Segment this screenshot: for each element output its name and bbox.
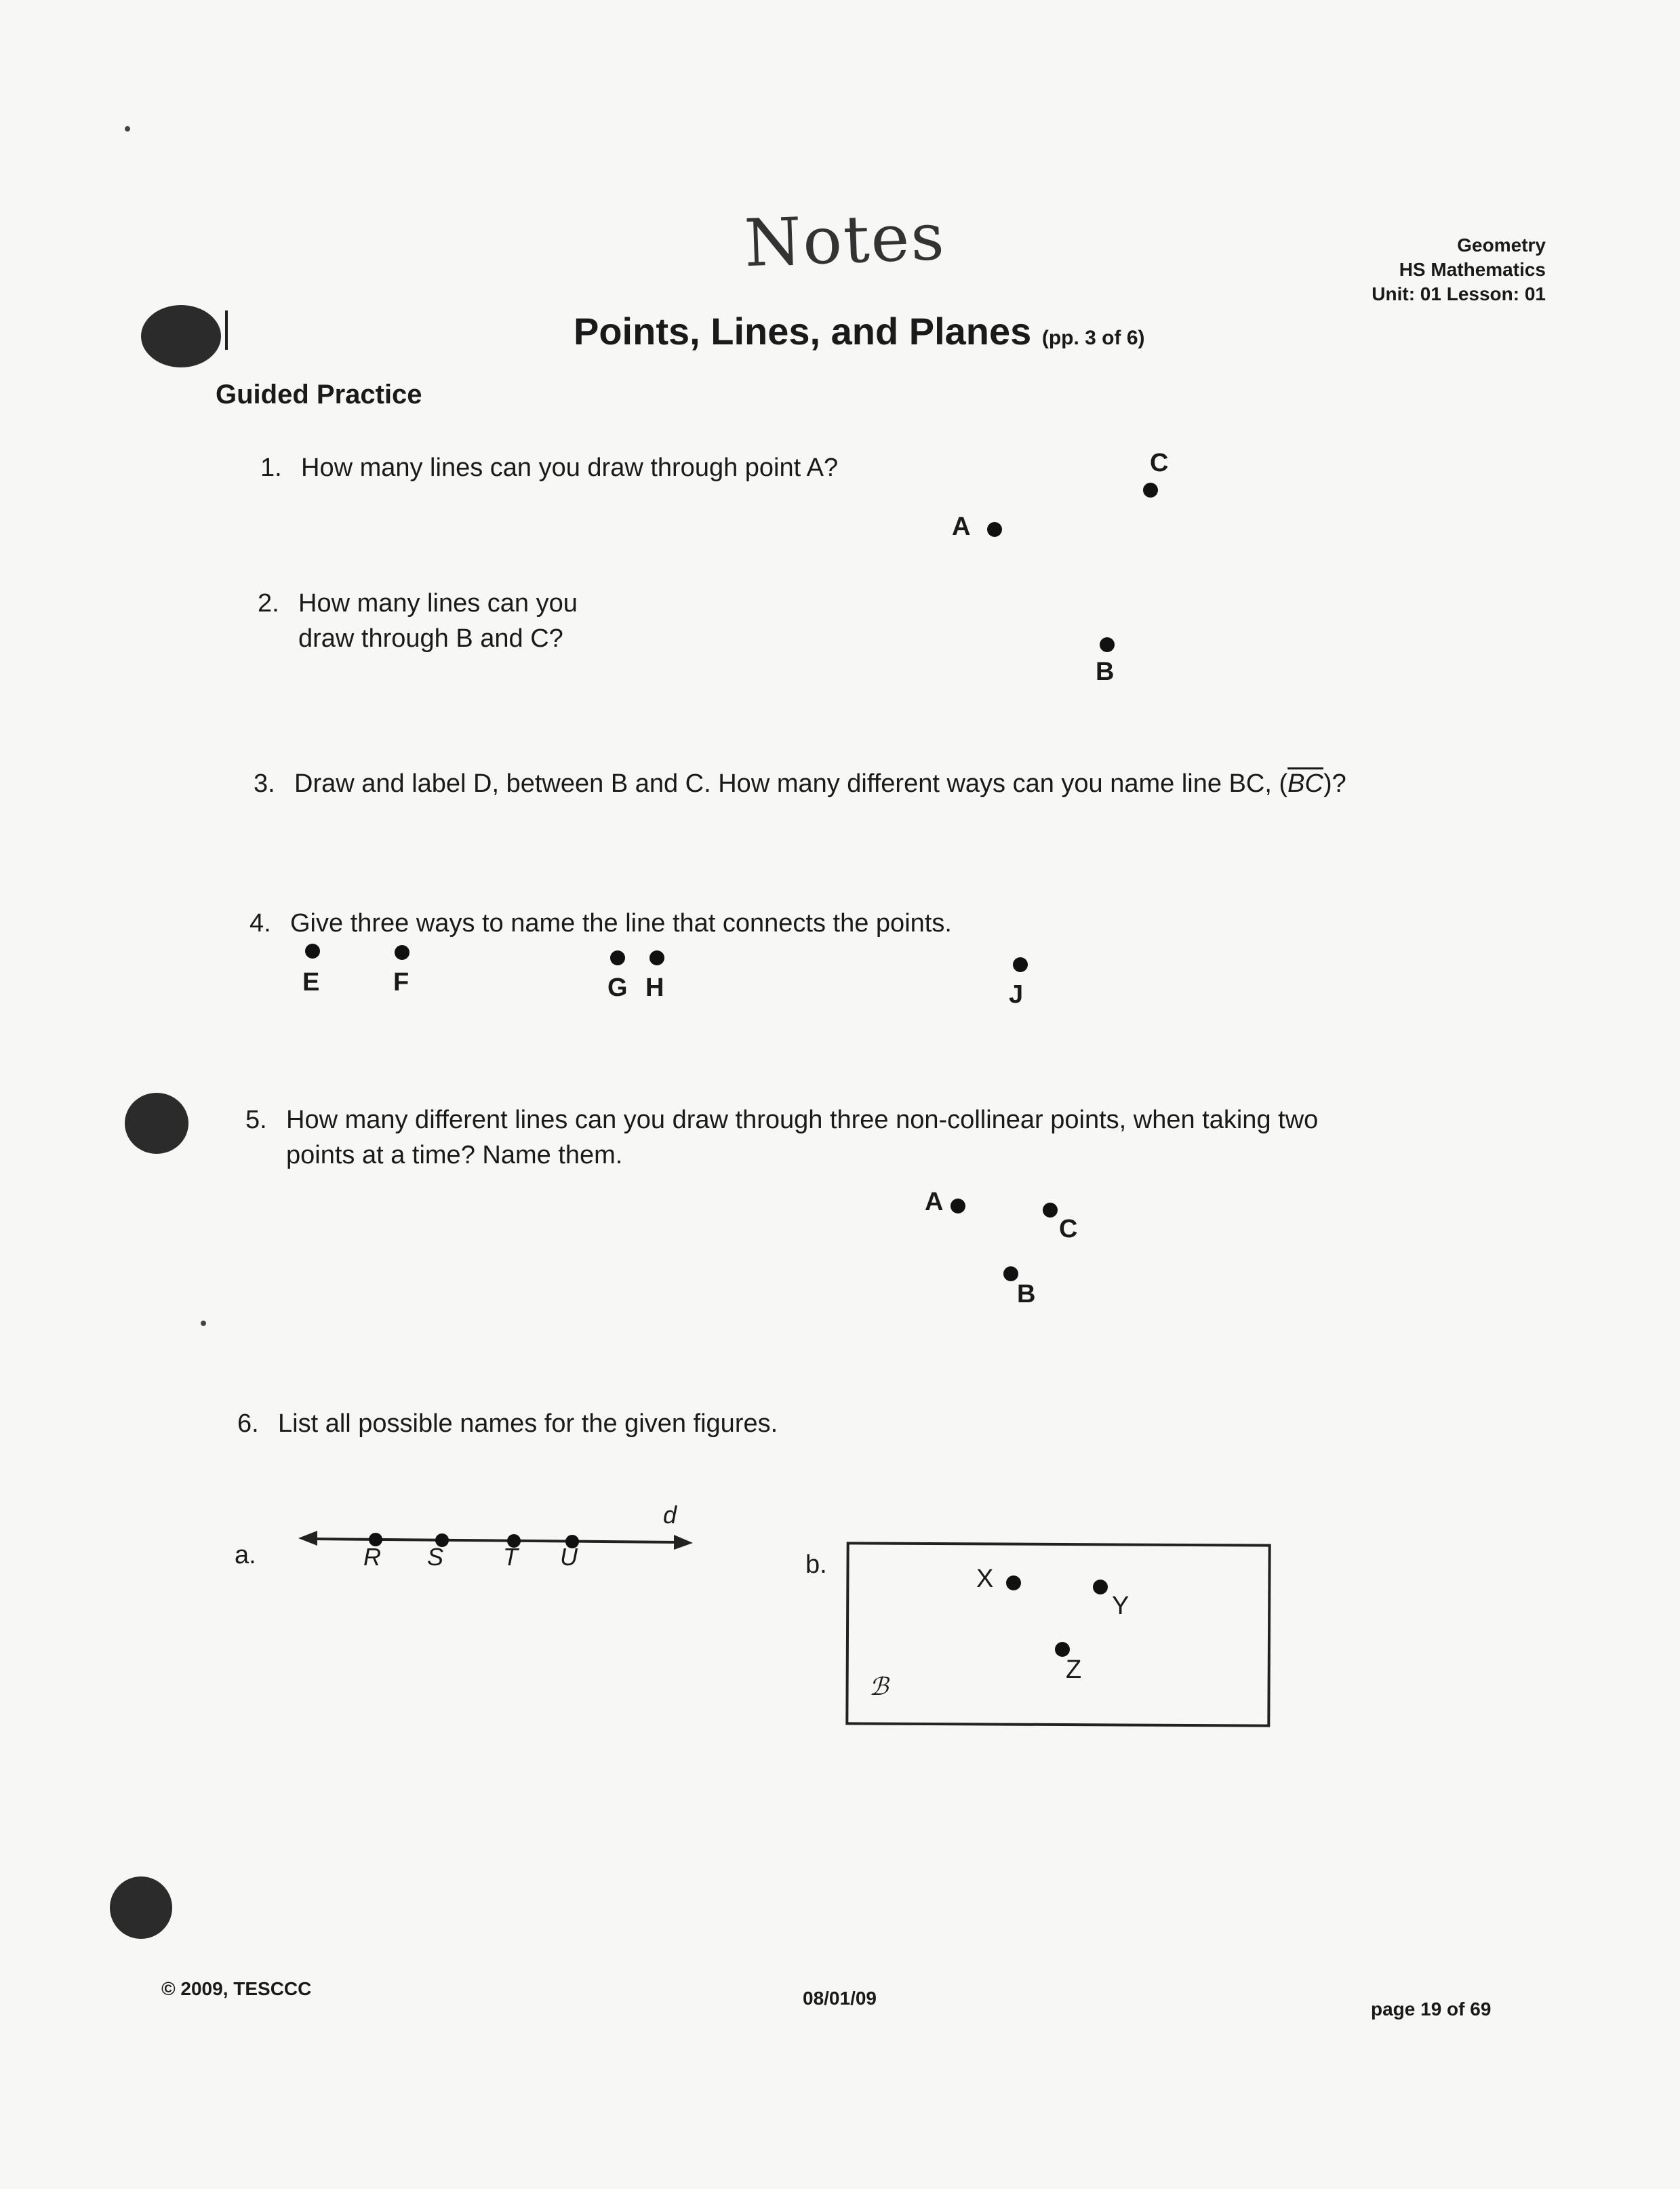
line-bc-notation: $\overline{BC}$ bbox=[1287, 769, 1323, 798]
question-3 bbox=[254, 766, 1346, 801]
question-number: 4. bbox=[249, 909, 271, 938]
point-c bbox=[1143, 483, 1158, 498]
question-number: 2. bbox=[258, 589, 279, 618]
point-c bbox=[1043, 1203, 1058, 1218]
point-label-u: U bbox=[560, 1543, 578, 1571]
unit-lesson: Unit: 01 Lesson: 01 bbox=[1372, 283, 1546, 304]
point-label-a: A bbox=[952, 513, 971, 541]
question-text: Give three ways to name the line that connects the points. bbox=[290, 909, 952, 938]
course-name: Geometry bbox=[1457, 235, 1546, 256]
question-number: 5. bbox=[245, 1106, 267, 1134]
point-label-f: F bbox=[393, 968, 409, 997]
arrowhead-left bbox=[298, 1531, 317, 1546]
point-label-e: E bbox=[302, 968, 320, 997]
line-d-figure bbox=[298, 1505, 705, 1580]
point-label-r: R bbox=[363, 1543, 381, 1571]
program-name: HS Mathematics bbox=[1399, 259, 1546, 280]
handwritten-notes: Notes bbox=[743, 198, 947, 282]
point-a bbox=[951, 1199, 965, 1213]
point-b bbox=[1100, 637, 1115, 652]
course-info bbox=[1372, 233, 1546, 306]
point-z bbox=[1055, 1642, 1070, 1657]
plane-b-box bbox=[845, 1542, 1271, 1727]
point-label-b: B bbox=[1017, 1280, 1036, 1308]
title-pages: (pp. 3 of 6) bbox=[1041, 327, 1145, 349]
point-x bbox=[1006, 1575, 1021, 1590]
question-line-1: How many different lines can you draw through three non-collinear points, when taking two bbox=[286, 1106, 1319, 1134]
question-text bbox=[286, 1102, 1318, 1173]
point-label-t: T bbox=[503, 1543, 518, 1571]
point-b bbox=[1003, 1266, 1018, 1281]
figure-a-label: a. bbox=[235, 1541, 256, 1569]
point-label-x: X bbox=[976, 1565, 994, 1593]
question-line-1: How many lines can you bbox=[298, 589, 578, 618]
question-text bbox=[294, 766, 1346, 801]
point-label-c: C bbox=[1059, 1215, 1078, 1243]
question-5 bbox=[245, 1102, 1318, 1173]
point-e bbox=[305, 944, 320, 959]
question-number: 3. bbox=[254, 769, 275, 798]
hole-edge-mark bbox=[225, 310, 228, 350]
binder-hole-top bbox=[141, 305, 221, 367]
point-f bbox=[395, 945, 409, 960]
point-j bbox=[1013, 957, 1028, 972]
figure-b-label: b. bbox=[805, 1550, 827, 1579]
question-1 bbox=[260, 450, 838, 485]
plane-name: ℬ bbox=[869, 1673, 889, 1701]
point-g bbox=[610, 950, 625, 965]
copyright: © 2009, TESCCC bbox=[161, 1978, 312, 1999]
point-label-c: C bbox=[1150, 449, 1169, 477]
question-2 bbox=[258, 586, 578, 656]
arrowhead-right bbox=[674, 1535, 693, 1550]
question-number: 6. bbox=[237, 1409, 259, 1438]
binder-hole-middle bbox=[125, 1093, 188, 1154]
question-text bbox=[298, 586, 578, 656]
line-name-d: d bbox=[663, 1501, 677, 1529]
speck bbox=[125, 126, 130, 132]
question-line-2: points at a time? Name them. bbox=[286, 1141, 623, 1169]
point-label-g: G bbox=[607, 973, 628, 1002]
binder-hole-bottom bbox=[110, 1876, 172, 1939]
page-number: page 19 of 69 bbox=[1371, 1999, 1492, 2020]
point-label-a: A bbox=[925, 1188, 944, 1216]
question-text: List all possible names for the given figures. bbox=[278, 1409, 778, 1438]
point-label-j: J bbox=[1009, 980, 1024, 1009]
question-line-2: draw through B and C? bbox=[298, 624, 563, 653]
question-text: How many lines can you draw through point A? bbox=[301, 454, 839, 482]
point-label-z: Z bbox=[1066, 1655, 1082, 1684]
point-label-b: B bbox=[1096, 658, 1115, 686]
point-h bbox=[649, 950, 664, 965]
speck bbox=[201, 1321, 206, 1326]
point-label-s: S bbox=[427, 1543, 444, 1571]
page-title bbox=[574, 309, 1145, 353]
section-heading: Guided Practice bbox=[216, 380, 422, 409]
point-label-y: Y bbox=[1112, 1592, 1129, 1620]
point-label-h: H bbox=[645, 973, 664, 1002]
line-d bbox=[312, 1539, 678, 1542]
point-y bbox=[1093, 1580, 1108, 1594]
point-a bbox=[987, 522, 1002, 537]
date: 08/01/09 bbox=[803, 1988, 877, 2009]
title-text: Points, Lines, and Planes bbox=[574, 310, 1032, 353]
question-4 bbox=[249, 906, 952, 941]
question-text-main: Draw and label D, between B and C. How many different ways can you name line BC, ( bbox=[294, 769, 1288, 798]
question-6 bbox=[237, 1406, 778, 1441]
question-text-end: )? bbox=[1323, 769, 1346, 798]
question-number: 1. bbox=[260, 454, 282, 482]
